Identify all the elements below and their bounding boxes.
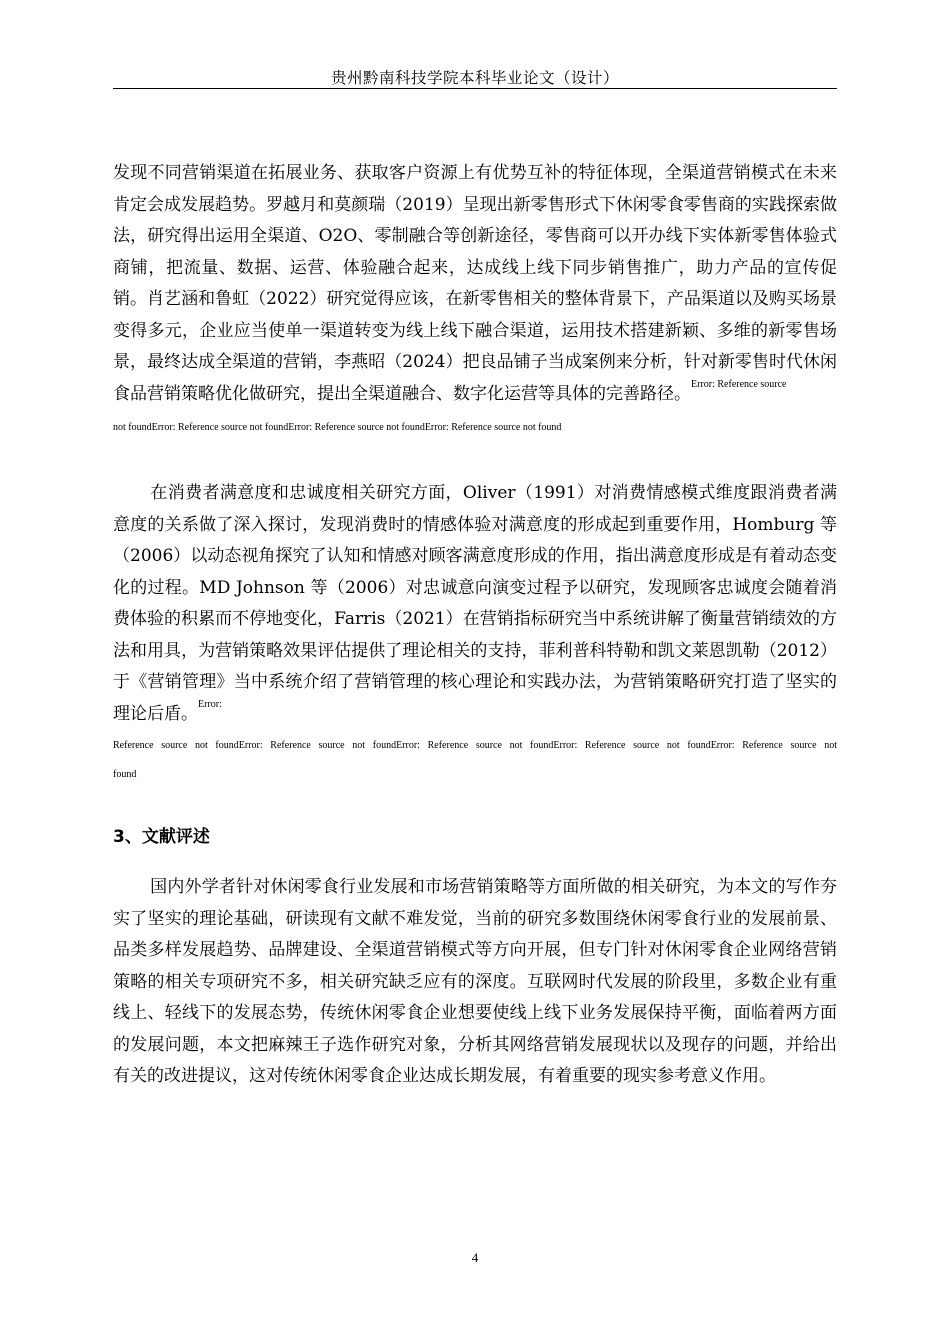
reference-error-note-continued: Reference source not foundError: Reference source not foundError: Reference source not foundError: Reference source not foundError: Reference source not (113, 740, 837, 751)
paragraph-2-text: 在消费者满意度和忠诚度相关研究方面，Oliver（1991）对消费情感模式维度跟消费者满意度的关系做了深入探讨，发现消费时的情感体验对满意度的形成起到重要作用，Homburg 等（2006）以动态视角探究了认知和情感对顾客满意度形成的作用，指出满意度形成是有着动态变化的过程。MD Johnson 等（2006）对忠诚意向演变过程予以研究，发现顾客忠诚度会随着消费体验的积累而不停地变化，Farris（2021）在营销指标研究当中系统讲解了衡量营销绩效的方法和用具，为营销策略效果评估提供了理论相关的支持，菲利普科特勒和凯文莱恩凯勒（2012）于《营销管理》当中系统介绍了营销管理的核心理论和实践办法，为营销策略研究打造了坚实的理论后盾。 (113, 483, 837, 724)
page-number: 4 (471, 1250, 479, 1265)
paragraph-3-text: 国内外学者针对休闲零食行业发展和市场营销策略等方面所做的相关研究，为本文的写作夯实了坚实的理论基础，研读现有文献不难发觉，当前的研究多数围绕休闲零食行业的发展前景、品类多样发展趋势、品牌建设、全渠道营销模式等方向开展，但专门针对休闲零食企业网络营销策略的相关专项研究不多，相关研究缺乏应有的深度。互联网时代发展的阶段里，多数企业有重线上、轻线下的发展态势，传统休闲零食企业想要使线上线下业务发展保持平衡，面临着两方面的发展问题，本文把麻辣王子选作研究对象，分析其网络营销发展现状以及现存的问题，并给出有关的改进提议，这对传统休闲零食企业达成长期发展，有着重要的现实参考意义作用。 (113, 877, 837, 1086)
reference-error-note-end: found (113, 769, 137, 780)
reference-error-note-continued: not foundError: Reference source not foundError: Reference source not foundError: Reference source not found (113, 422, 562, 433)
page-header-title: 贵州黔南科技学院本科毕业论文（设计） (330, 69, 619, 87)
reference-error-note: Error: (198, 698, 222, 710)
body-paragraph-1 (113, 158, 837, 442)
section-heading: 3、文献评述 (113, 827, 210, 847)
reference-error-note: Error: Reference source (691, 378, 787, 390)
paragraph-1-text: 发现不同营销渠道在拓展业务、获取客户资源上有优势互补的特征体现，全渠道营销模式在未来肯定会成发展趋势。罗越月和莫颜瑞（2019）呈现出新零售形式下休闲零食零售商的实践探索做法，研究得出运用全渠道、O2O、零制融合等创新途径，零售商可以开办线下实体新零售体验式商铺，把流量、数据、运营、体验融合起来，达成线上线下同步销售推广，助力产品的宣传促销。肖艺涵和鲁虹（2022）研究觉得应该，在新零售相关的整体背景下，产品渠道以及购买场景变得多元，企业应当使单一渠道转变为线上线下融合渠道，运用技术搭建新颖、多维的新零售场景，最终达成全渠道的营销，李燕昭（2024）把良品铺子当成案例来分析，针对新零售时代休闲食品营销策略优化做研究，提出全渠道融合、数字化运营等具体的完善路径。 (113, 163, 837, 404)
body-paragraph-3 (113, 872, 837, 1093)
header-rule (113, 88, 837, 89)
body-paragraph-2 (113, 478, 837, 788)
